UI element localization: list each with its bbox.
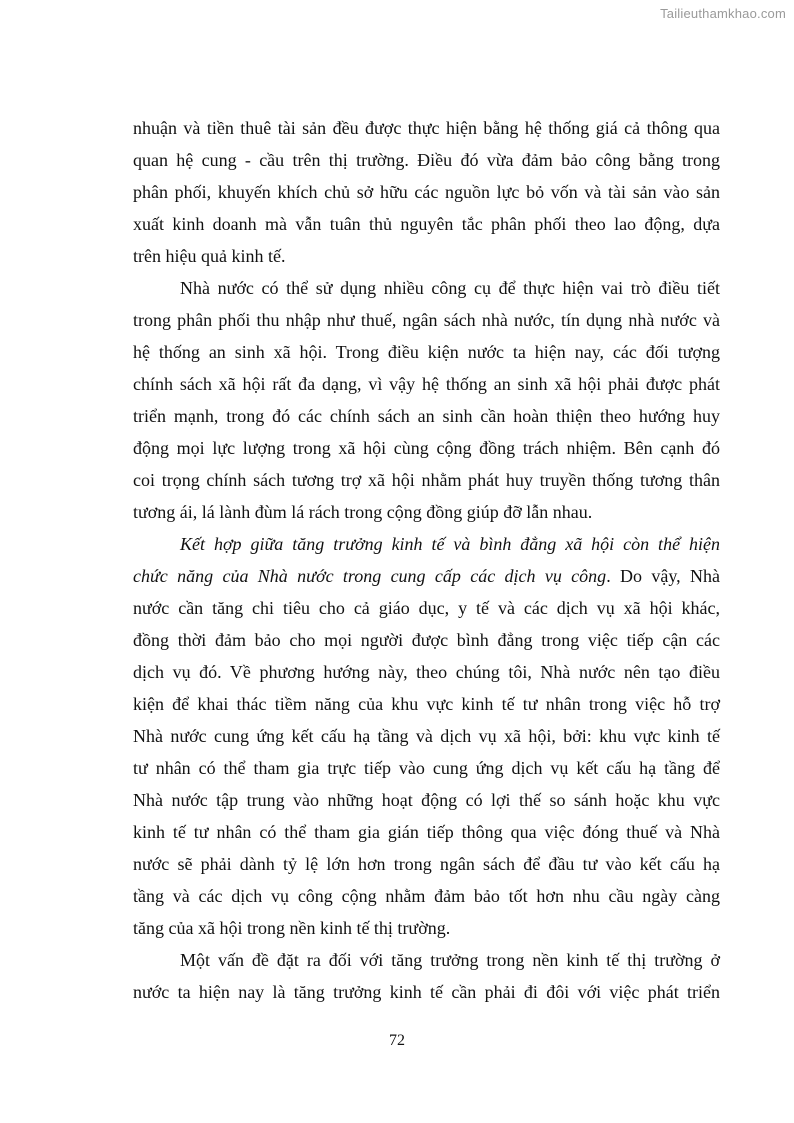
- text-line: nước sẽ phải dành tỷ lệ lớn hơn trong ngân sách để đầu tư vào kết cấu hạ: [133, 854, 720, 874]
- page-number: 72: [389, 1032, 405, 1049]
- italic-text: chức năng của Nhà nước trong cung cấp các dịch vụ công: [133, 566, 607, 586]
- text-line: Nhà nước có thể sử dụng nhiều công cụ để thực hiện vai trò điều tiết: [180, 278, 720, 298]
- text-line: chính sách xã hội rất đa dạng, vì vậy hệ thống an sinh xã hội phải được phát: [133, 374, 720, 394]
- text-line: động mọi lực lượng trong xã hội cùng cộng đồng trách nhiệm. Bên cạnh đó: [133, 438, 720, 458]
- text-line: hệ thống an sinh xã hội. Trong điều kiện nước ta hiện nay, các đối tượng: [133, 342, 720, 362]
- text-line: trên hiệu quả kinh tế.: [133, 246, 286, 266]
- text-line: dịch vụ đó. Về phương hướng này, theo chúng tôi, Nhà nước nên tạo điều: [133, 662, 720, 682]
- text-line: [133, 528, 720, 560]
- paragraph-1: [133, 112, 720, 272]
- paragraph-3: [133, 528, 720, 944]
- text-line: xuất kinh doanh mà vẫn tuân thủ nguyên tắc phân phối theo lao động, dựa: [133, 214, 720, 234]
- watermark-text: Tailieuthamkhao.com: [660, 6, 786, 21]
- document-body: [133, 112, 720, 1008]
- text-line: kiện để khai thác tiềm năng của khu vực kinh tế tư nhân trong việc hỗ trợ: [133, 694, 720, 714]
- text-line: coi trọng chính sách tương trợ xã hội nhằm phát huy truyền thống tương thân: [133, 470, 720, 490]
- paragraph-4: [133, 944, 720, 1008]
- text-line: đồng thời đảm bảo cho mọi người được bình đẳng trong việc tiếp cận các: [133, 630, 720, 650]
- text-line: [133, 560, 720, 592]
- text-fragment: . Do vậy, Nhà: [606, 566, 721, 586]
- text-line: nhuận và tiền thuê tài sản đều được thực hiện bằng hệ thống giá cả thông qua: [133, 118, 720, 138]
- text-line: nước ta hiện nay là tăng trưởng kinh tế cần phải đi đôi với việc phát triển: [133, 982, 720, 1002]
- text-line: nước cần tăng chi tiêu cho cả giáo dục, y tế và các dịch vụ xã hội khác,: [133, 598, 720, 618]
- text-line: Một vấn đề đặt ra đối với tăng trưởng trong nền kinh tế thị trường ở: [180, 950, 720, 970]
- text-line: quan hệ cung - cầu trên thị trường. Điều đó vừa đảm bảo công bằng trong: [133, 150, 720, 170]
- italic-text: Kết hợp giữa tăng trưởng kinh tế và bình đẳng xã hội còn thể hiện: [180, 534, 720, 554]
- text-line: kinh tế tư nhân có thể tham gia gián tiếp thông qua việc đóng thuế và Nhà: [133, 822, 720, 842]
- text-line: Nhà nước tập trung vào những hoạt động có lợi thế so sánh hoặc khu vực: [133, 790, 720, 810]
- text-line: tương ái, lá lành đùm lá rách trong cộng đồng giúp đỡ lẫn nhau.: [133, 502, 593, 522]
- text-line: triển mạnh, trong đó các chính sách an sinh cần hoàn thiện theo hướng huy: [133, 406, 720, 426]
- text-line: tư nhân có thể tham gia trực tiếp vào cung ứng dịch vụ kết cấu hạ tầng để: [133, 758, 720, 778]
- paragraph-2: [133, 272, 720, 528]
- text-line: tầng và các dịch vụ công cộng nhằm đảm bảo tốt hơn nhu cầu ngày càng: [133, 886, 720, 906]
- text-line: phân phối, khuyến khích chủ sở hữu các nguồn lực bỏ vốn và tài sản vào sản: [133, 182, 720, 202]
- text-line: Nhà nước cung ứng kết cấu hạ tầng và dịch vụ xã hội, bởi: khu vực kinh tế: [133, 726, 720, 746]
- text-line: tăng của xã hội trong nền kinh tế thị trường.: [133, 918, 451, 938]
- text-line: trong phân phối thu nhập như thuế, ngân sách nhà nước, tín dụng nhà nước và: [133, 310, 720, 330]
